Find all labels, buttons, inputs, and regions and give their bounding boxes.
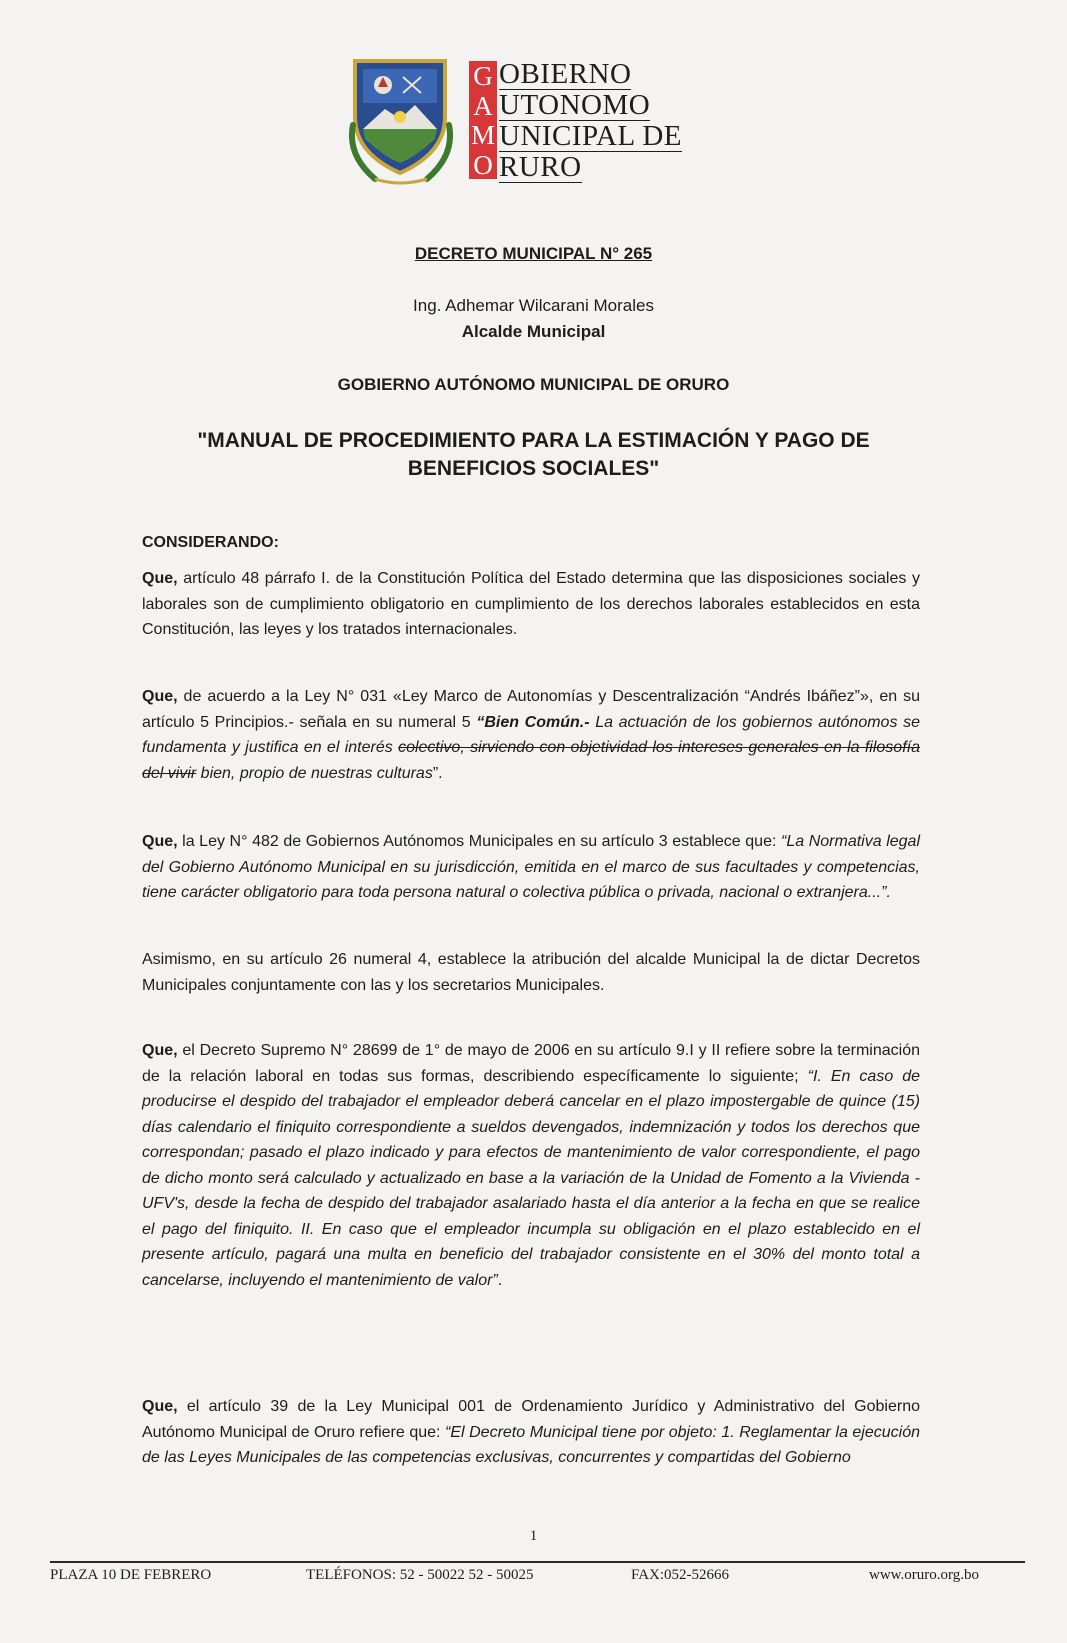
manual-title (0, 427, 1067, 483)
paragraph-text: el artículo 39 de la Ley Municipal 001 de Ordenamiento Jurídico y Administrativo del Gobierno Autónomo Municipal de Oruro refiere que: (142, 1398, 920, 1441)
logo-line: RURO (499, 151, 582, 183)
paragraph-1 (142, 566, 920, 643)
coat-of-arms-icon (345, 55, 457, 189)
official-name: Ing. Adhemar Wilcarani Morales (413, 296, 654, 315)
paragraph-text: de acuerdo a la Ley N° 031 «Ley Marco de Autonomías y Descentralización “Andrés Ibáñez”», en su artículo 5 Principios.- señala en su numeral 5 (142, 688, 920, 731)
quote-text: bien, propio de nuestras culturas (196, 764, 433, 782)
quote-text: La actuación de los gobiernos autónomos se fundamenta y justifica en el interés (142, 713, 921, 756)
paragraph-text: Asimismo, en su artículo 26 numeral 4, establece la atribución del alcalde Municipal la de dictar Decretos Municipales conjuntamente con las y los secretarios Municipales. (142, 951, 920, 994)
logo-initial: G (473, 61, 493, 91)
paragraph-text: la Ley N° 482 de Gobiernos Autónomos Municipales en su artículo 3 establece que: (177, 833, 781, 850)
paragraph-lead: Que, (142, 1398, 178, 1415)
footer-divider (50, 1561, 1025, 1563)
page-number: 1 (529, 1528, 538, 1544)
footer-fax: FAX:052-52666 (631, 1567, 730, 1583)
quote-text: “La Normativa legal del Gobierno Autónomo Municipal en su jurisdicción, emitida en el marco de sus facultades y competencias, tiene carácter obligatorio para toda persona natural o colectiva pública o privada, nacional o extranjera...”. (142, 833, 920, 901)
considerando-heading: CONSIDERANDO: (142, 534, 279, 551)
manual-title-line: BENEFICIOS SOCIALES" (407, 457, 660, 480)
government-name: GOBIERNO AUTÓNOMO MUNICIPAL DE ORURO (337, 375, 730, 394)
logo-initials-column (469, 61, 497, 179)
footer-website: www.oruro.org.bo (869, 1567, 979, 1583)
paragraph-6 (142, 1394, 920, 1471)
logo-line: UNICIPAL DE (499, 120, 682, 152)
quote-end: . (497, 1271, 503, 1289)
paragraph-text: artículo 48 párrafo I. de la Constitución Política del Estado determina que las disposiciones sociales y laborales son de cumplimiento obligatorio en cumplimiento de los derechos laborales establecidos en esta Constitución, las leyes y los tratados internacionales. (142, 570, 920, 638)
paragraph-lead: Que, (142, 570, 178, 587)
paragraph-lead: Que, (142, 833, 178, 850)
manual-title-line: "MANUAL DE PROCEDIMIENTO PARA LA ESTIMACIÓN Y PAGO DE (197, 429, 870, 452)
quote-end: ”. (432, 764, 443, 782)
decree-title: DECRETO MUNICIPAL N° 265 (414, 244, 653, 263)
paragraph-2 (142, 684, 920, 786)
footer-phones: TELÉFONOS: 52 - 50022 52 - 50025 (306, 1567, 534, 1583)
quote-text: “I. En caso de producirse el despido del trabajador el empleador deberá cancelar en el plazo impostergable de quince (15) días calendario el finiquito correspondiente a sueldos devengados, indemnización y todos los derechos que correspondan; pasado el plazo indicado y para efectos de mantenimiento de valor correspondiente, el pago de dicho monto será calculado y actualizado en base a la variación de la Unidad de Fomento a la Vivienda - UFV's, desde la fecha de despido del trabajador asalariado hasta el día anterior a la fecha en que se realice el pago del finiquito. II. En caso que el empleador incumpla su obligación en el plazo establecido en el presente artículo, pagará una multa en beneficio del trabajador consistente en el 30% del monto total a cancelarse, incluyendo el mantenimiento de valor” (142, 1067, 921, 1289)
paragraph-4 (142, 947, 920, 998)
logo-line: OBIERNO (499, 58, 632, 90)
paragraph-3 (142, 829, 920, 906)
paragraph-text: el Decreto Supremo N° 28699 de 1° de mayo de 2006 en su artículo 9.I y II refiere sobre la terminación de la relación laboral en todas sus formas, describiendo específicamente lo siguiente; (142, 1042, 920, 1085)
paragraph-lead: Que, (142, 1042, 178, 1059)
quote-term: “Bien Común.- (476, 713, 590, 731)
official-role: Alcalde Municipal (461, 322, 606, 341)
struck-quote-text: colectivo, sirviendo con objetividad los intereses generales en la filosofía del vivir (142, 739, 920, 782)
municipal-logo (345, 55, 735, 190)
logo-wordmark (499, 59, 682, 183)
logo-initial: O (473, 149, 493, 180)
paragraph-lead: Que, (142, 688, 178, 705)
quote-text: “El Decreto Municipal tiene por objeto: 1. Reglamentar la ejecución de las Leyes Municipales de las competencias exclusivas, concurrentes y compartidas del Gobierno (142, 1423, 920, 1466)
logo-line: UTONOMO (499, 89, 651, 121)
paragraph-5 (142, 1038, 920, 1293)
logo-initial: M (470, 120, 495, 150)
logo-initial: A (473, 90, 493, 121)
footer-address: PLAZA 10 DE FEBRERO (50, 1567, 212, 1583)
